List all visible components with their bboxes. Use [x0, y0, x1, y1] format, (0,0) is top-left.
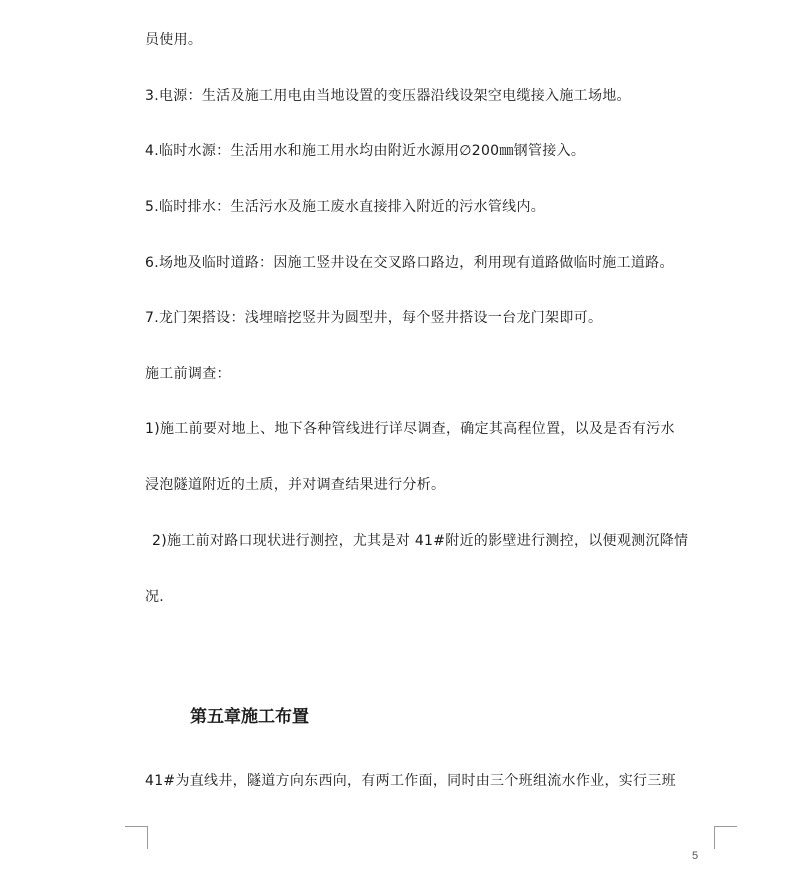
margin-corner-mark-left — [125, 826, 148, 849]
paragraph-line: 况. — [145, 589, 165, 605]
paragraph-line: 4.临时水源：生活用水和施工用水均由附近水源用∅200㎜钢管接入。 — [145, 143, 586, 159]
chapter-heading: 第五章施工布置 — [190, 707, 309, 727]
paragraph-line: 41#为直线井，隧道方向东西向，有两工作面，同时由三个班组流水作业，实行三班 — [145, 773, 676, 789]
paragraph-line: 浸泡隧道附近的土质，并对调查结果进行分析。 — [145, 477, 446, 493]
paragraph-line: 员使用。 — [145, 32, 203, 48]
margin-corner-mark-right — [714, 826, 737, 849]
paragraph-line: 1)施工前要对地上、地下各种管线进行详尽调查，确定其高程位置，以及是否有污水 — [145, 421, 675, 437]
page-number: 5 — [692, 850, 699, 862]
paragraph-line: 6.场地及临时道路：因施工竖井设在交叉路口路边，利用现有道路做临时施工道路。 — [145, 255, 674, 271]
paragraph-line: 2)施工前对路口现状进行测控，尤其是对 41#附近的影壁进行测控，以便观测沉降情 — [152, 533, 689, 549]
section-label: 施工前调查： — [145, 366, 231, 382]
paragraph-line: 5.临时排水：生活污水及施工废水直接排入附近的污水管线内。 — [145, 199, 546, 215]
paragraph-line: 7.龙门架搭设：浅埋暗挖竖井为圆型井，每个竖井搭设一台龙门架即可。 — [145, 310, 603, 326]
paragraph-line: 3.电源：生活及施工用电由当地设置的变压器沿线设架空电缆接入施工场地。 — [145, 88, 631, 104]
